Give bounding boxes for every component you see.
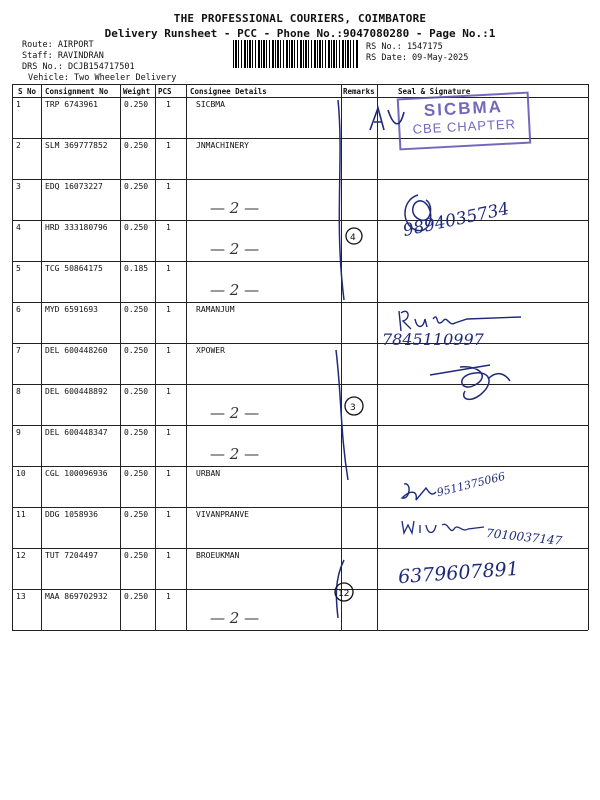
handwritten-phone-row4: 9894035734 <box>401 198 512 242</box>
cell-weight: 0.250 <box>124 305 149 314</box>
delivery-mark: — 2 — <box>210 199 260 217</box>
vehicle-label: Vehicle: Two Wheeler Delivery <box>28 73 177 83</box>
cell-sno: 7 <box>16 346 21 355</box>
cell-pcs: 1 <box>166 264 171 273</box>
handwritten-phone-row10: 9511375066 <box>435 469 507 500</box>
delivery-mark: — 2 — <box>210 609 260 627</box>
svg-text:12: 12 <box>338 589 350 599</box>
cell-consignee: URBAN <box>196 469 221 478</box>
cell-sno: 2 <box>16 141 21 150</box>
cell-sno: 6 <box>16 305 21 314</box>
rs-number: RS No.: 1547175 <box>366 42 443 52</box>
cell-consignee: RAMANJUM <box>196 305 235 314</box>
cell-consignee: SICBMA <box>196 100 225 109</box>
cell-consignment: TRP 6743961 <box>45 100 98 109</box>
table-top-border <box>12 84 588 85</box>
column-divider <box>588 84 589 630</box>
cell-consignment: EDQ 16073227 <box>45 182 103 191</box>
signature-row7 <box>420 355 520 410</box>
cell-consignee: BROEUKMAN <box>196 551 240 560</box>
row-divider <box>12 343 588 344</box>
cell-consignment: TCG 50864175 <box>45 264 103 273</box>
svg-text:3: 3 <box>350 403 356 413</box>
cell-weight: 0.250 <box>124 223 149 232</box>
row-divider <box>12 425 588 426</box>
row-divider <box>12 466 588 467</box>
delivery-mark: — 2 — <box>210 404 260 422</box>
cell-consignment: DEL 600448347 <box>45 428 108 437</box>
delivery-mark: — 2 — <box>210 281 260 299</box>
cell-weight: 0.250 <box>124 510 149 519</box>
cell-consignment: MYD 6591693 <box>45 305 98 314</box>
cell-pcs: 1 <box>166 223 171 232</box>
cell-sno: 4 <box>16 223 21 232</box>
cell-pcs: 1 <box>166 592 171 601</box>
handwritten-phone-row12: 6379607891 <box>397 557 520 589</box>
signature-row10 <box>398 478 438 506</box>
row-divider <box>12 179 588 180</box>
cell-sno: 9 <box>16 428 21 437</box>
row-divider <box>12 548 588 549</box>
col-remarks: Remarks <box>343 87 375 96</box>
cell-weight: 0.250 <box>124 551 149 560</box>
route-label: Route: AIRPORT <box>22 40 94 50</box>
cell-weight: 0.250 <box>124 346 149 355</box>
signature-row11 <box>398 515 488 539</box>
cell-consignment: HRD 333180796 <box>45 223 108 232</box>
company-title: THE PROFESSIONAL COURIERS, COIMBATORE <box>173 12 427 25</box>
cell-weight: 0.250 <box>124 387 149 396</box>
cell-pcs: 1 <box>166 346 171 355</box>
col-seal-signature: Seal & Signature <box>398 87 471 96</box>
cell-consignment: TUT 7204497 <box>45 551 98 560</box>
row-divider <box>12 261 588 262</box>
cell-consignee: XPOWER <box>196 346 225 355</box>
cell-weight: 0.250 <box>124 428 149 437</box>
cell-consignee: JNMACHINERY <box>196 141 249 150</box>
cell-sno: 13 <box>16 592 26 601</box>
handwritten-phone-row6: 7845110997 <box>382 330 484 349</box>
cell-sno: 10 <box>16 469 26 478</box>
cell-sno: 3 <box>16 182 21 191</box>
cell-consignment: DEL 600448892 <box>45 387 108 396</box>
col-pcs: PCS <box>158 87 172 96</box>
cell-weight: 0.250 <box>124 100 149 109</box>
barcode <box>233 40 359 68</box>
cell-weight: 0.250 <box>124 469 149 478</box>
col-sno: S No <box>18 87 37 96</box>
cell-pcs: 1 <box>166 100 171 109</box>
cell-pcs: 1 <box>166 469 171 478</box>
staff-label: Staff: RAVINDRAN <box>22 51 104 61</box>
cell-consignment: DEL 600448260 <box>45 346 108 355</box>
col-consignee: Consignee Details <box>190 87 267 96</box>
cell-pcs: 1 <box>166 387 171 396</box>
cell-pcs: 1 <box>166 551 171 560</box>
cell-pcs: 1 <box>166 428 171 437</box>
cell-sno: 5 <box>16 264 21 273</box>
cell-weight: 0.250 <box>124 182 149 191</box>
cell-pcs: 1 <box>166 141 171 150</box>
cell-consignment: SLM 369777852 <box>45 141 108 150</box>
delivery-mark: — 2 — <box>210 240 260 258</box>
cell-sno: 11 <box>16 510 26 519</box>
cell-weight: 0.185 <box>124 264 149 273</box>
rs-date: RS Date: 09-May-2025 <box>366 53 469 63</box>
row-divider <box>12 589 588 590</box>
runsheet-subtitle: Delivery Runsheet - PCC - Phone No.:9047080280 - Page No.:1 <box>104 27 496 40</box>
cell-consignee: VIVANPRANVE <box>196 510 249 519</box>
cell-consignment: CGL 100096936 <box>45 469 108 478</box>
cell-pcs: 1 <box>166 182 171 191</box>
col-consignment: Consignment No <box>45 87 109 96</box>
cell-sno: 1 <box>16 100 21 109</box>
row-divider <box>12 630 588 631</box>
svg-text:4: 4 <box>350 233 356 243</box>
sicbma-stamp: SICBMA CBE CHAPTER <box>397 92 532 151</box>
cell-sno: 8 <box>16 387 21 396</box>
delivery-mark: — 2 — <box>210 445 260 463</box>
cell-pcs: 1 <box>166 305 171 314</box>
cell-consignment: DDG 1058936 <box>45 510 98 519</box>
cell-consignment: MAA 869702932 <box>45 592 108 601</box>
cell-sno: 12 <box>16 551 26 560</box>
row-divider <box>12 302 588 303</box>
cell-pcs: 1 <box>166 510 171 519</box>
cell-weight: 0.250 <box>124 592 149 601</box>
row-divider <box>12 507 588 508</box>
remarks-marks <box>330 100 370 620</box>
col-weight: Weight <box>123 87 151 96</box>
drs-label: DRS No.: DCJB154717501 <box>22 62 135 72</box>
cell-weight: 0.250 <box>124 141 149 150</box>
handwritten-phone-row11: 7010037147 <box>485 526 563 548</box>
